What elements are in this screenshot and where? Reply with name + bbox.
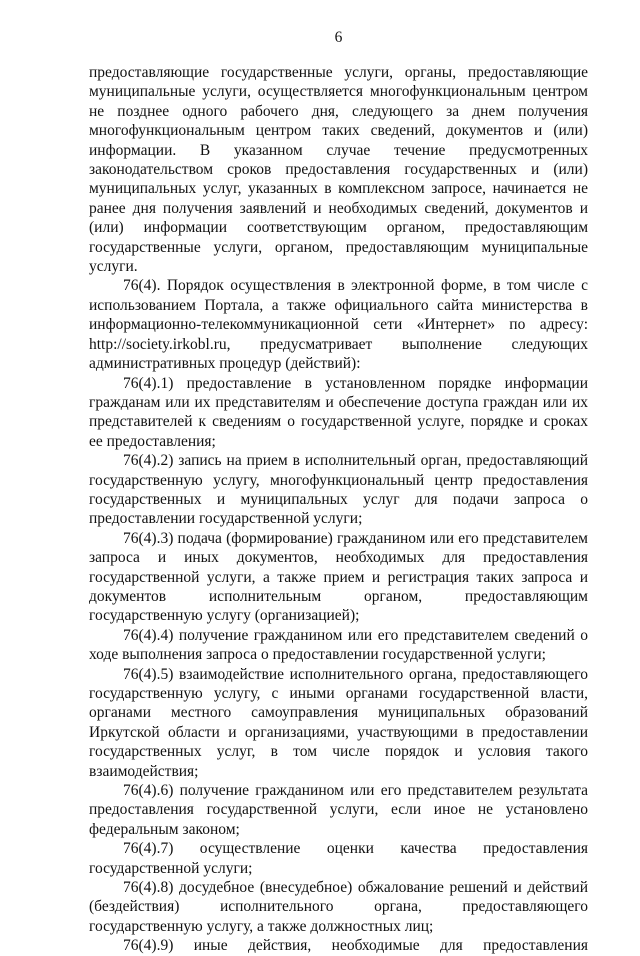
paragraph-76-4: 76(4). Порядок осуществления в электронной форме, в том числе с использованием Портала, а также официального сайта министерства в информационно-телекоммуникационной сети «Интернет» по адресу: http://society.irkobl.ru, предусматривает выполнение следующих административных процедур (действий): bbox=[89, 277, 588, 373]
paragraph-76-4-5: 76(4).5) взаимодействие исполнительного органа, предоставляющего государственную услугу, с иными органами государственной власти, органами местного самоуправления муниципальных образований Иркутской области и организациями, участвующими в предоставлении государственных услуг, в том числе порядок и условия такого взаимодействия; bbox=[89, 665, 588, 780]
paragraph-76-4-3: 76(4).3) подача (формирование) гражданином или его представителем запроса и иных документов, необходимых для предоставления государственной услуги, а также прием и регистрация таких запроса и документов исполнительным органом, предоставляющим государственную услугу (организацией); bbox=[89, 529, 588, 625]
paragraph-76-4-8: 76(4).8) досудебное (внесудебное) обжалование решений и действий (бездействия) исполнительного органа, предоставляющего государственную услугу, а также должностных лиц; bbox=[89, 879, 588, 935]
paragraph-76-4-7: 76(4).7) осуществление оценки качества предоставления государственной услуги; bbox=[89, 840, 588, 877]
paragraph-76-4-6: 76(4).6) получение гражданином или его представителем результата предоставления государственной услуги, если иное не установлено федеральным законом; bbox=[89, 782, 588, 838]
page-number: 6 bbox=[334, 29, 343, 46]
paragraph-76-4-2: 76(4).2) запись на прием в исполнительный орган, предоставляющий государственную услугу, многофункциональный центр предоставления государственных и муниципальных услуг для подачи запроса о предоставлении государственной услуги; bbox=[89, 452, 588, 528]
paragraph-76-4-1: 76(4).1) предоставление в установленном порядке информации гражданам или их представителям и обеспечение доступа граждан или их представителей к сведениям о государственной услуге, порядке и сроках ее предоставления; bbox=[89, 374, 588, 450]
paragraph-continuation: предоставляющие государственные услуги, органы, предоставляющие муниципальные услуги, осуществляется многофункциональным центром не позднее одного рабочего дня, следующего за днем получения многофункциональным центром таких сведений, документов и (или) информации. В указанном случае течение предусмотренных законодательством сроков предоставления государственных и (или) муниципальных услуг, указанных в комплексном запросе, начинается не ранее дня получения заявлений и необходимых сведений, документов и (или) информации соответствующим органом, предоставляющим государственные услуги, органом, предоставляющим муниципальные услуги. bbox=[89, 64, 588, 276]
paragraph-76-4-4: 76(4).4) получение гражданином или его представителем сведений о ходе выполнения запроса о предоставлении государственной услуги; bbox=[89, 626, 588, 664]
paragraph-76-4-9: 76(4).9) иные действия, необходимые для предоставления bbox=[123, 937, 588, 955]
